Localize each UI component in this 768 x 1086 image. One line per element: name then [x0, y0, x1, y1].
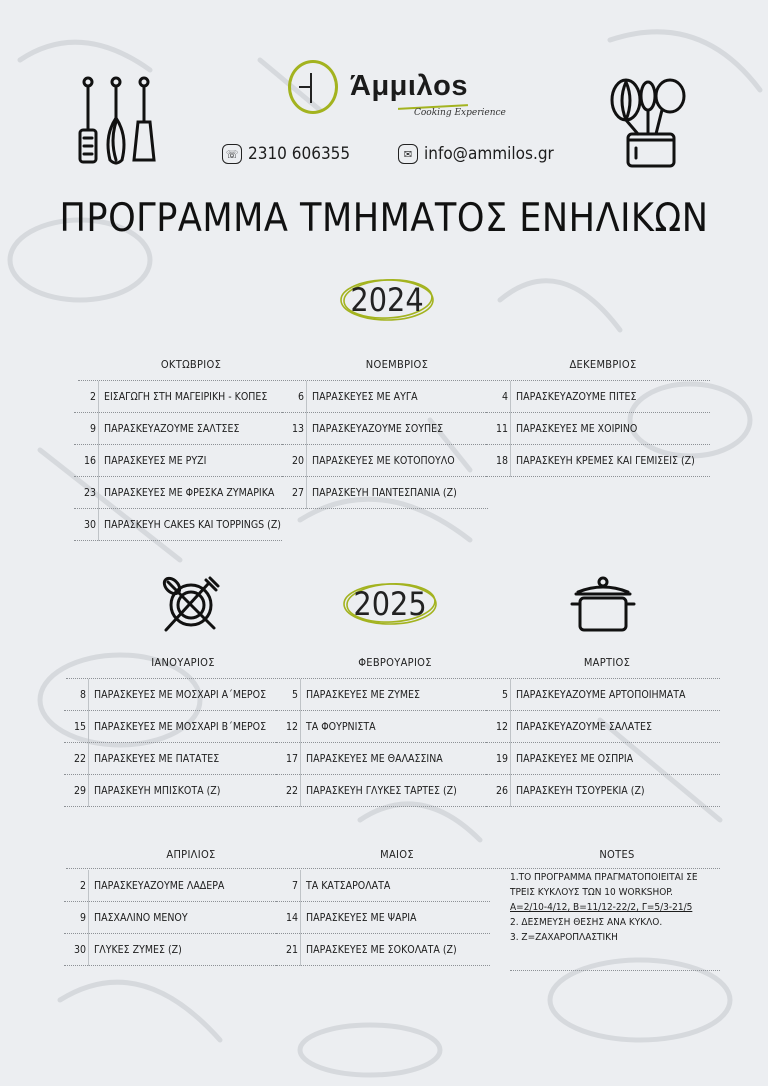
note-1: 1.ΤΟ ΠΡΟΓΡΑΜΜΑ ΠΡΑΓΜΑΤΟΠΟΙΕΙΤΑΙ ΣΕ ΤΡΕΙΣ ΚΥΚΛΟΥΣ ΤΩΝ 10 WORKSHOP. [510, 872, 698, 898]
workshop-title: ΠΑΡΑΣΚΕΥΕΣ ΜΕ ΠΑΤΑΤΕΣ [94, 752, 220, 765]
email-address: info@ammilos.gr [424, 144, 554, 164]
day-number: 16 [83, 454, 96, 467]
schedule-row [74, 413, 282, 445]
day-number: 12 [285, 720, 298, 733]
day-number: 23 [83, 486, 96, 499]
workshop-title: ΠΑΡΑΣΚΕΥΕΣ ΜΕ ΦΡΕΣΚΑ ΖΥΜΑΡΙΚΑ [104, 486, 275, 499]
workshop-title: ΠΑΡΑΣΚΕΥΗ ΤΣΟΥΡΕΚΙΑ (Ζ) [516, 784, 645, 797]
day-number: 4 [501, 390, 508, 403]
day-number: 9 [79, 911, 86, 924]
schedule-row [64, 743, 276, 775]
phone-icon: ☏ [222, 144, 242, 164]
day-number: 18 [495, 454, 508, 467]
workshop-title: ΠΑΡΑΣΚΕΥΗ ΚΡΕΜΕΣ ΚΑΙ ΓΕΜΙΣΕΙΣ (Ζ) [516, 454, 695, 467]
month-oct: ΟΚΤΩΒΡΙΟΣ [160, 358, 222, 371]
day-number: 12 [495, 720, 508, 733]
day-number: 22 [285, 784, 298, 797]
schedule-row [486, 679, 720, 711]
workshop-title: ΠΑΡΑΣΚΕΥΕΣ ΜΕ ΜΟΣΧΑΡΙ Β΄ΜΕΡΟΣ [94, 720, 267, 733]
schedule-row [74, 477, 282, 509]
schedule-row [486, 413, 710, 445]
workshop-title: ΓΛΥΚΕΣ ΖΥΜΕΣ (Ζ) [94, 943, 182, 956]
logo-mark [288, 60, 338, 114]
workshop-title: ΠΑΡΑΣΚΕΥΕΣ ΜΕ ΚΟΤΟΠΟΥΛΟ [312, 454, 455, 467]
schedule-row [486, 743, 720, 775]
workshop-title: ΠΑΡΑΣΚΕΥΕΣ ΜΕ ΣΟΚΟΛΑΤΑ (Ζ) [306, 943, 457, 956]
schedule-row [64, 870, 278, 902]
day-number: 14 [285, 911, 298, 924]
workshop-title: ΠΑΣΧΑΛΙΝΟ ΜΕΝΟΥ [94, 911, 188, 924]
schedule-row [64, 934, 278, 966]
day-number: 21 [285, 943, 298, 956]
schedule-row [64, 679, 276, 711]
workshop-title: ΠΑΡΑΣΚΕΥΑΖΟΥΜΕ ΣΑΛΤΣΕΣ [104, 422, 240, 435]
workshop-title: ΠΑΡΑΣΚΕΥΕΣ ΜΕ ΜΟΣΧΑΡΙ Α΄ΜΕΡΟΣ [94, 688, 267, 701]
workshop-title: ΤΑ ΦΟΥΡΝΙΣΤΑ [306, 720, 376, 733]
workshop-title: ΠΑΡΑΣΚΕΥΗ ΜΠΙΣΚΟΤΑ (Ζ) [94, 784, 221, 797]
year-label: 2024 [350, 281, 424, 319]
month-nov: ΝΟΕΜΒΡΙΟΣ [365, 358, 429, 371]
schedule-row [282, 413, 488, 445]
kitchen-utensils-icon [74, 74, 160, 168]
notes-heading: NOTES [599, 848, 635, 861]
workshop-title: ΠΑΡΑΣΚΕΥΕΣ ΜΕ ΡΥΖΙ [104, 454, 207, 467]
note-1-cycles: Α=2/10-4/12, Β=11/12-22/2, Γ=5/3-21/5 [510, 902, 693, 913]
schedule-row [64, 711, 276, 743]
schedule-row [276, 743, 488, 775]
day-number: 13 [291, 422, 304, 435]
workshop-title: ΠΑΡΑΣΚΕΥΕΣ ΜΕ ΘΑΛΑΣΣΙΝΑ [306, 752, 443, 765]
schedule-row [486, 775, 720, 807]
day-number: 22 [73, 752, 86, 765]
schedule-row [486, 381, 710, 413]
whisk-jar-icon [604, 74, 694, 170]
schedule-row [282, 477, 488, 509]
schedule-row [486, 711, 720, 743]
day-number: 20 [291, 454, 304, 467]
day-number: 6 [297, 390, 304, 403]
table-rule [66, 868, 720, 869]
workshop-title: ΠΑΡΑΣΚΕΥΑΖΟΥΜΕ ΣΑΛΑΤΕΣ [516, 720, 652, 733]
month-apr: ΑΠΡΙΛΙΟΣ [166, 848, 216, 861]
cooking-pot-icon [570, 572, 636, 636]
workshop-title: ΠΑΡΑΣΚΕΥΕΣ ΜΕ ΧΟΙΡΙΝΟ [516, 422, 638, 435]
phone-number: 2310 606355 [248, 144, 351, 164]
mail-icon: ✉ [398, 144, 418, 164]
workshop-title: ΠΑΡΑΣΚΕΥΗ ΓΛΥΚΕΣ ΤΑΡΤΕΣ (Ζ) [306, 784, 457, 797]
day-number: 5 [501, 688, 508, 701]
schedule-row [276, 711, 488, 743]
month-mar: ΜΑΡΤΙΟΣ [583, 656, 631, 669]
brand-tagline: Cooking Experience [414, 108, 506, 118]
day-number: 17 [285, 752, 298, 765]
day-number: 7 [291, 879, 298, 892]
workshop-title: ΠΑΡΑΣΚΕΥΕΣ ΜΕ ΖΥΜΕΣ [306, 688, 420, 701]
day-number: 27 [291, 486, 304, 499]
schedule-row [276, 902, 490, 934]
day-number: 19 [495, 752, 508, 765]
email-contact[interactable] [398, 144, 554, 164]
day-number: 30 [83, 518, 96, 531]
workshop-title: ΠΑΡΑΣΚΕΥΗ CAKES ΚΑΙ TOPPINGS (Ζ) [104, 518, 281, 531]
workshop-title: ΠΑΡΑΣΚΕΥΑΖΟΥΜΕ ΠΙΤΕΣ [516, 390, 637, 403]
day-number: 11 [495, 422, 508, 435]
day-number: 2 [89, 390, 96, 403]
workshop-title: ΠΑΡΑΣΚΕΥΑΖΟΥΜΕ ΛΑΔΕΡΑ [94, 879, 225, 892]
workshop-title: ΕΙΣΑΓΩΓΗ ΣΤΗ ΜΑΓΕΙΡΙΚΗ - ΚΟΠΕΣ [104, 390, 268, 403]
workshop-title: ΠΑΡΑΣΚΕΥΗ ΠΑΝΤΕΣΠΑΝΙΑ (Ζ) [312, 486, 457, 499]
plate-fork-spoon-icon [160, 574, 222, 636]
workshop-title: ΠΑΡΑΣΚΕΥΕΣ ΜΕ ΨΑΡΙΑ [306, 911, 417, 924]
month-jan: ΙΑΝΟΥΑΡΙΟΣ [151, 656, 215, 669]
workshop-title: ΠΑΡΑΣΚΕΥΕΣ ΜΕ ΟΣΠΡΙΑ [516, 752, 634, 765]
day-number: 8 [79, 688, 86, 701]
day-number: 29 [73, 784, 86, 797]
day-number: 2 [79, 879, 86, 892]
schedule-row [64, 902, 278, 934]
day-number: 9 [89, 422, 96, 435]
schedule-row [276, 934, 490, 966]
schedule-row [74, 509, 282, 541]
day-number: 26 [495, 784, 508, 797]
notes-box [510, 870, 720, 945]
schedule-row [486, 445, 710, 477]
schedule-row [282, 381, 488, 413]
month-feb: ΦΕΒΡΟΥΑΡΙΟΣ [358, 656, 432, 669]
schedule-row [74, 445, 282, 477]
note-3: 3. Ζ=ΖΑΧΑΡΟΠΛΑΣΤΙΚΗ [510, 932, 618, 943]
note-2: 2. ΔΕΣΜΕΥΣΗ ΘΕΣΗΣ ΑΝΑ ΚΥΚΛΟ. [510, 917, 663, 928]
workshop-title: ΠΑΡΑΣΚΕΥΕΣ ΜΕ ΑΥΓΑ [312, 390, 418, 403]
schedule-row [282, 445, 488, 477]
schedule-row [64, 775, 276, 807]
table-rule [510, 970, 720, 971]
month-may: ΜΑΙΟΣ [380, 848, 414, 861]
month-dec: ΔΕΚΕΜΒΡΙΟΣ [569, 358, 637, 371]
year-badge-2024 [337, 276, 437, 324]
workshop-title: ΠΑΡΑΣΚΕΥΑΖΟΥΜΕ ΣΟΥΠΕΣ [312, 422, 444, 435]
day-number: 5 [291, 688, 298, 701]
brand-name: Άμμιλos [350, 70, 468, 102]
year-badge-2025 [340, 580, 440, 628]
day-number: 15 [73, 720, 86, 733]
workshop-title: ΠΑΡΑΣΚΕΥΑΖΟΥΜΕ ΑΡΤΟΠΟΙΗΜΑΤΑ [516, 688, 686, 701]
schedule-row [276, 775, 488, 807]
phone-contact[interactable] [222, 144, 350, 164]
schedule-row [276, 679, 488, 711]
page-title: ΠΡΟΓΡΑΜΜΑ ΤΜΗΜΑΤΟΣ ΕΝΗΛΙΚΩΝ [59, 196, 709, 241]
brand-logo [282, 56, 512, 126]
day-number: 30 [73, 943, 86, 956]
workshop-title: ΤΑ ΚΑΤΣΑΡΟΛΑΤΑ [306, 879, 391, 892]
year-label: 2025 [353, 585, 427, 623]
schedule-row [276, 870, 490, 902]
schedule-row [74, 381, 282, 413]
